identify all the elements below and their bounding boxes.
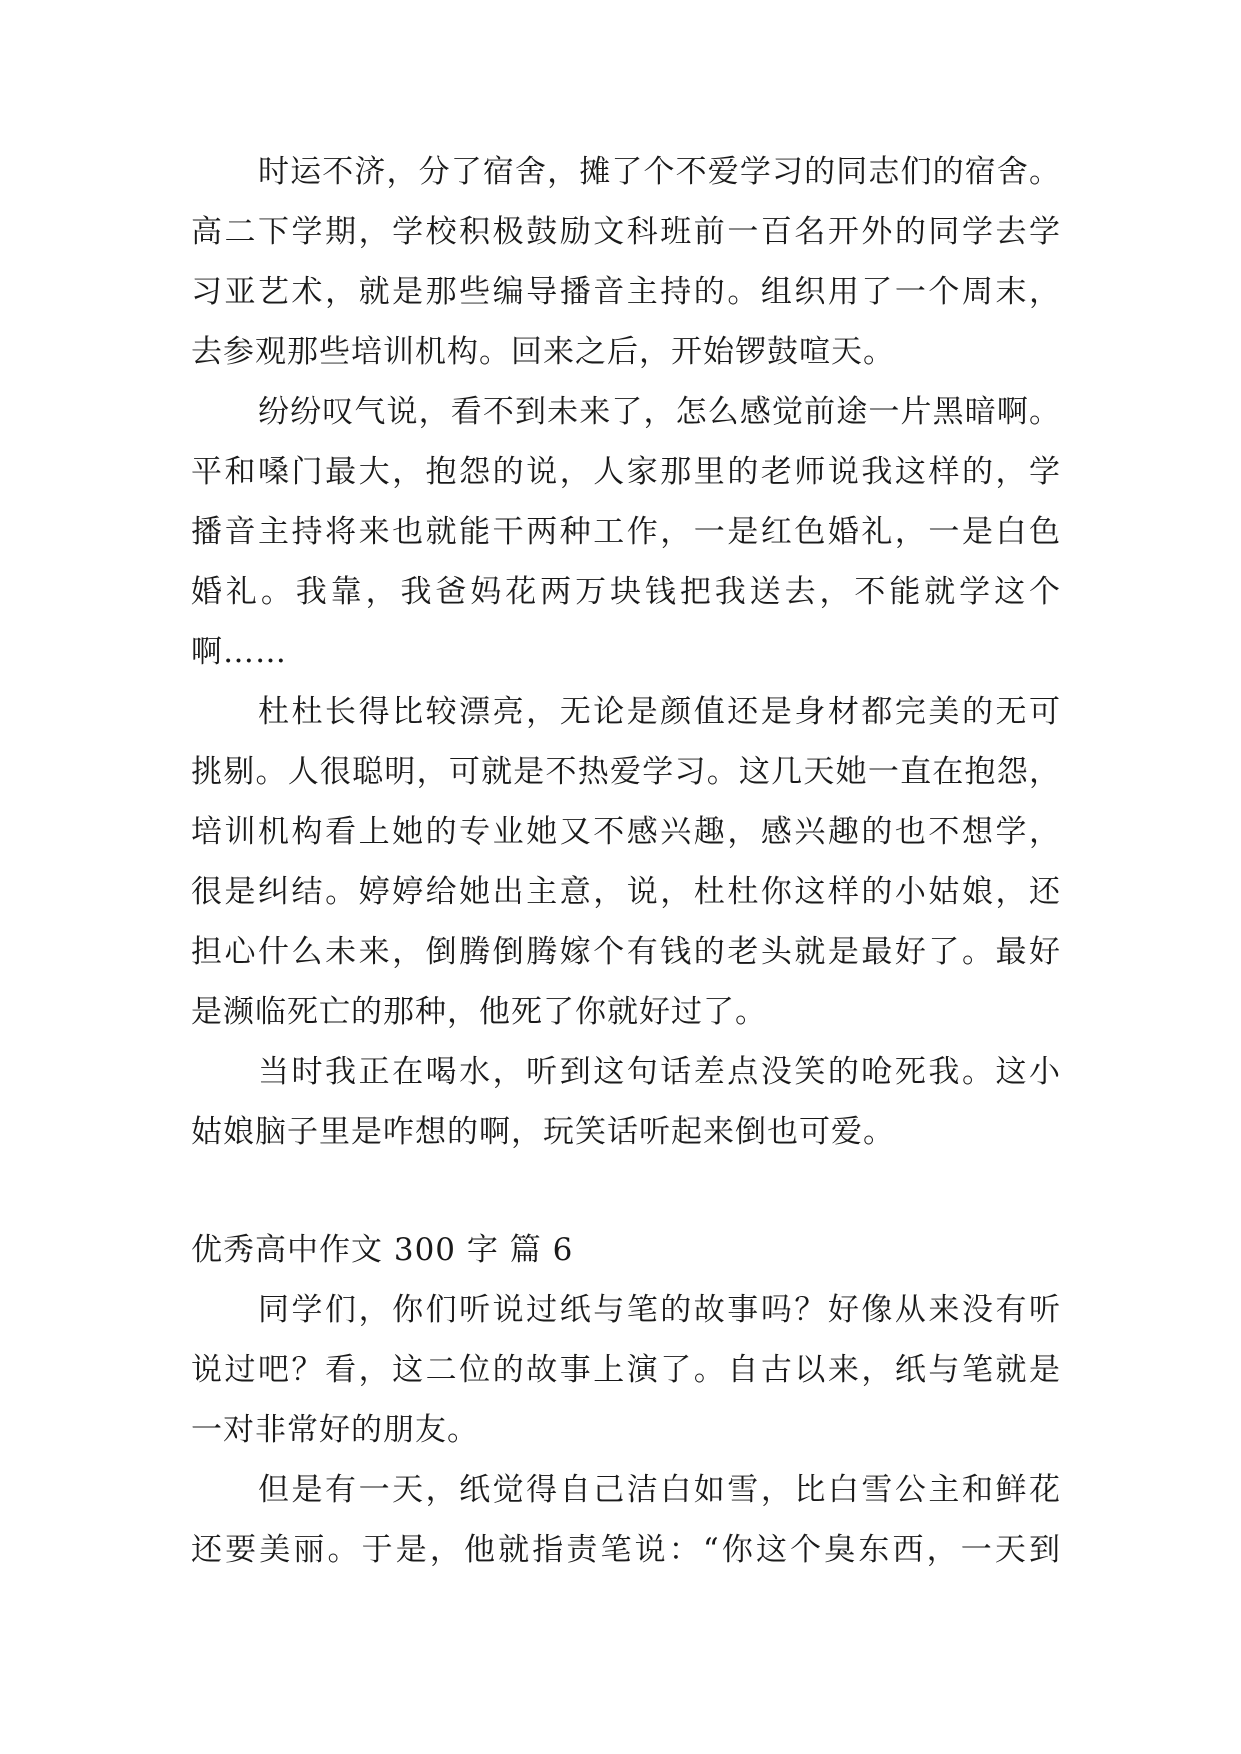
text-line: 习亚艺术，就是那些编导播音主持的。组织用了一个周末， <box>191 274 1061 310</box>
text-line: 但是有一天，纸觉得自己洁白如雪，比白雪公主和鲜花 <box>258 1472 1061 1508</box>
text-line: 担心什么未来，倒腾倒腾嫁个有钱的老头就是最好了。最好 <box>191 934 1061 970</box>
text-line: 平和嗓门最大，抱怨的说，人家那里的老师说我这样的，学 <box>191 454 1061 490</box>
text-line: 挑剔。人很聪明，可就是不热爱学习。这几天她一直在抱怨， <box>191 754 1061 790</box>
text-line: 是濒临死亡的那种，他死了你就好过了。 <box>191 994 767 1030</box>
text-line: 去参观那些培训机构。回来之后，开始锣鼓喧天。 <box>191 334 895 370</box>
text-line: 时运不济，分了宿舍，摊了个不爱学习的同志们的宿舍。 <box>258 154 1061 190</box>
text-line: 纷纷叹气说，看不到未来了，怎么感觉前途一片黑暗啊。 <box>258 394 1061 430</box>
section-title: 优秀高中作文 300 字 篇 6 <box>191 1232 574 1268</box>
text-line: 同学们，你们听说过纸与笔的故事吗？好像从来没有听 <box>258 1292 1061 1328</box>
text-line: 啊…… <box>191 634 287 670</box>
text-line: 高二下学期，学校积极鼓励文科班前一百名开外的同学去学 <box>191 214 1061 250</box>
text-line: 杜杜长得比较漂亮，无论是颜值还是身材都完美的无可 <box>258 694 1061 730</box>
text-line: 婚礼。我靠，我爸妈花两万块钱把我送去，不能就学这个 <box>191 574 1061 610</box>
text-line: 还要美丽。于是，他就指责笔说：“你这个臭东西，一天到 <box>191 1532 1061 1568</box>
text-line: 一对非常好的朋友。 <box>191 1412 479 1448</box>
text-line: 培训机构看上她的专业她又不感兴趣，感兴趣的也不想学， <box>191 814 1061 850</box>
text-line: 当时我正在喝水，听到这句话差点没笑的呛死我。这小 <box>258 1054 1061 1090</box>
text-line: 姑娘脑子里是咋想的啊，玩笑话听起来倒也可爱。 <box>191 1114 895 1150</box>
text-line: 播音主持将来也就能干两种工作，一是红色婚礼，一是白色 <box>191 514 1061 550</box>
text-line: 很是纠结。婷婷给她出主意，说，杜杜你这样的小姑娘，还 <box>191 874 1061 910</box>
text-line: 说过吧？看，这二位的故事上演了。自古以来，纸与笔就是 <box>191 1352 1061 1388</box>
